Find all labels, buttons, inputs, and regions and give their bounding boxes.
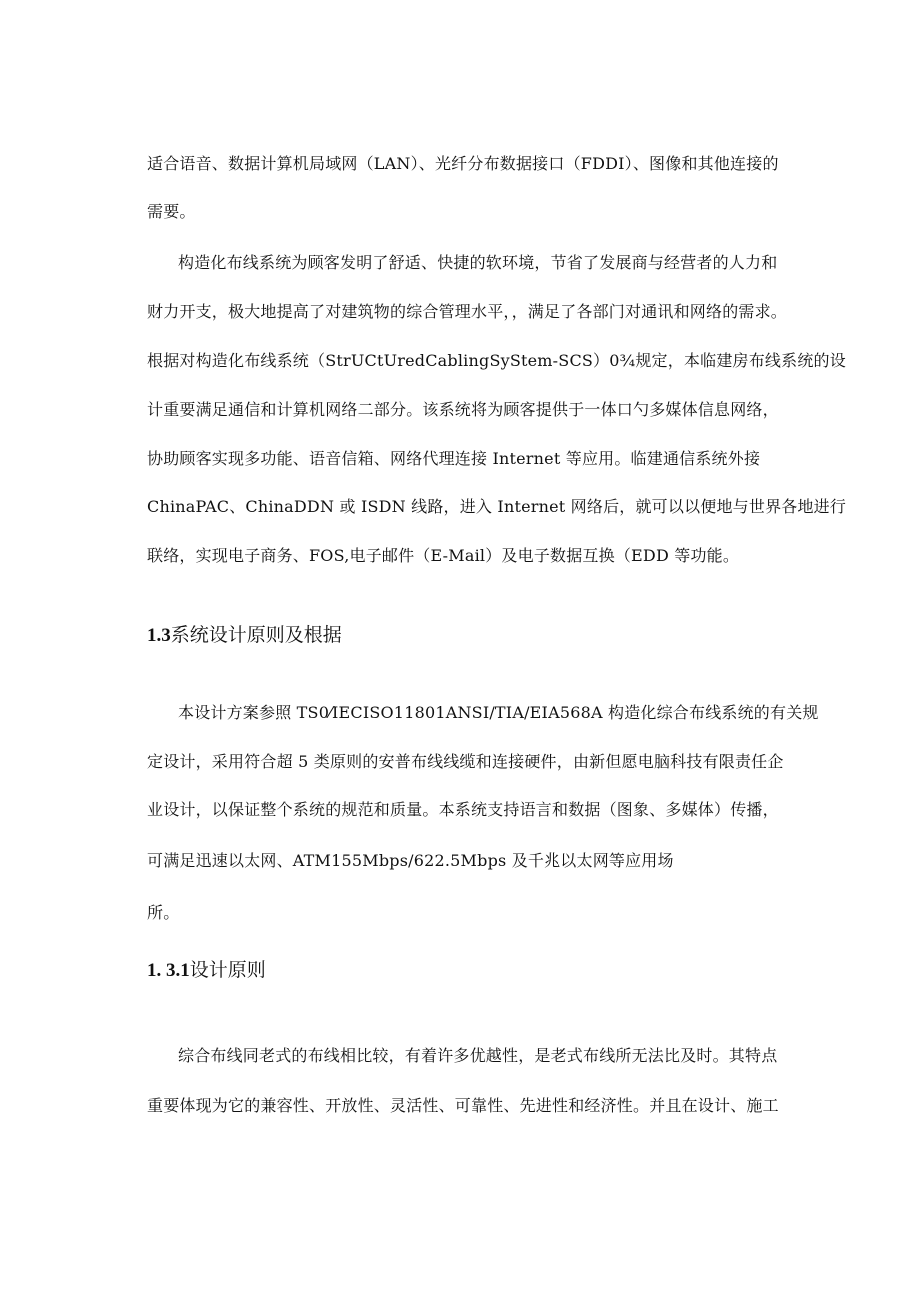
paragraph-2-line-2: 财力开支，极大地提高了对建筑物的综合管理水平，，满足了各部门对通讯和网络的需求。	[147, 302, 788, 321]
paragraph-2-line-3: 根据对构造化布线系统（StrUCtUredCablingSyStem-SCS）0¾规定，本临建房布线系统的设	[147, 351, 846, 370]
paragraph-3-line-4: 可满足迅速以太网、ATM155Mbps/622.5Mbps 及千兆以太网等应用场	[147, 851, 674, 870]
paragraph-2-line-4: 计重要满足通信和计算机网络二部分。该系统将为顾客提供于一体口勺多媒体信息网络，	[147, 400, 779, 419]
paragraph-3-line-3: 业设计，以保证整个系统的规范和质量。本系统支持语言和数据（图象、多媒体）传播，	[147, 800, 779, 819]
paragraph-4-line-2: 重要体现为它的兼容性、开放性、灵活性、可靠性、先进性和经济性。并且在设计、施工	[147, 1096, 779, 1115]
section-number: 1. 3.1	[147, 960, 190, 981]
section-heading-1-3	[147, 623, 342, 648]
paragraph-3-line-5: 所。	[147, 903, 180, 922]
section-title: 设计原则	[189, 959, 266, 981]
paragraph-3-line-1: 本设计方案参照 TS0⁄IECISO11801ANSI/TIA/EIA568A 构造化综合布线系统的有关规	[178, 703, 819, 722]
paragraph-2-line-7: 联络，实现电子商务、FOS,电子邮件（E-Mail）及电子数据互换（EDD 等功能。	[147, 546, 740, 565]
section-number: 1.3	[147, 625, 171, 646]
paragraph-4-line-1: 综合布线同老式的布线相比较，有着许多优越性，是老式布线所无法比及时。其特点	[178, 1046, 778, 1065]
paragraph-2-line-6: ChinaPAC、ChinaDDN 或 ISDN 线路，进入 Internet 网络后，就可以以便地与世界各地进行	[147, 497, 847, 516]
section-title: 系统设计原则及根据	[170, 624, 342, 646]
section-heading-1-3-1	[147, 958, 266, 983]
paragraph-2-line-5: 协助顾客实现多功能、语音信箱、网络代理连接 Internet 等应用。临建通信系统外接	[147, 449, 761, 468]
paragraph-3-line-2: 定设计，采用符合超 5 类原则的安普布线线缆和连接硬件，由新但愿电脑科技有限责任企	[147, 752, 784, 771]
paragraph-1-line-2: 需要。	[147, 202, 196, 221]
paragraph-2-line-1: 构造化布线系统为顾客发明了舒适、快捷的软环境，节省了发展商与经营者的人力和	[178, 253, 778, 272]
paragraph-1-line-1: 适合语音、数据计算机局域网（LAN）、光纤分布数据接口（FDDI）、图像和其他连接的	[147, 154, 779, 173]
